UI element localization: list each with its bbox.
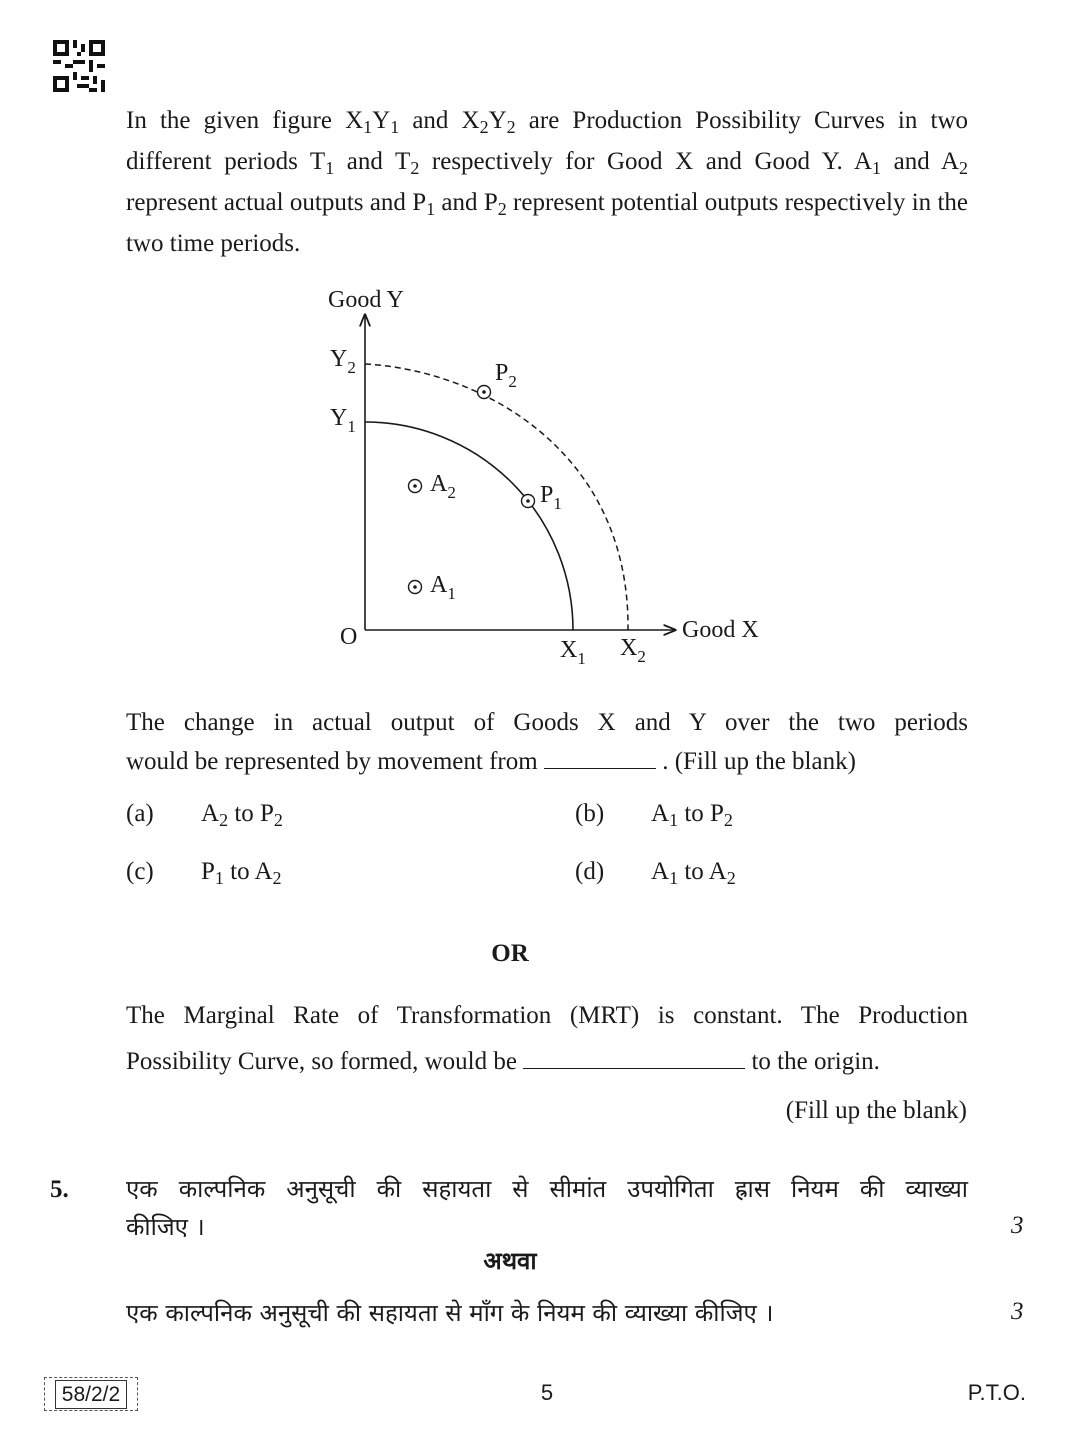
point-p1-marker bbox=[522, 495, 535, 508]
question-text: The change in actual output of Goods X and Y over the two periods bbox=[126, 709, 968, 736]
point-a2-marker bbox=[409, 480, 422, 493]
question-5-line2: कीजिए । bbox=[126, 1213, 205, 1241]
y1-label: $Y_1$ bbox=[330, 405, 356, 436]
ppc-curve-2 bbox=[365, 364, 628, 630]
option-c-text: $P_1$ to $A_2$ bbox=[201, 858, 282, 889]
p2-label: $P_2$ bbox=[495, 360, 517, 391]
point-a1-marker bbox=[409, 581, 422, 594]
x1-label: $X_1$ bbox=[560, 637, 586, 668]
option-c: (c) bbox=[126, 858, 154, 885]
alt-answer-blank bbox=[523, 1046, 745, 1069]
qr-code-icon bbox=[53, 40, 105, 92]
a2-label: $A_2$ bbox=[430, 471, 456, 502]
question-5-line1: एक काल्पनिक अनुसूची की सहायता से सीमांत उपयोगिता ह्रास नियम की व्याख्या bbox=[126, 1175, 968, 1203]
or-separator: OR bbox=[491, 940, 529, 967]
option-d-text: $A_1$ to $A_2$ bbox=[651, 858, 736, 889]
question-text-line2: would be represented by movement from . (Fill up the blank) bbox=[126, 748, 856, 775]
option-b-text: $A_1$ to $P_2$ bbox=[651, 800, 733, 831]
page-number: 5 bbox=[540, 1380, 554, 1405]
y-axis-label: Good Y bbox=[328, 287, 404, 313]
question-5-number: 5. bbox=[50, 1176, 69, 1203]
alt-question-line1: The Marginal Rate of Transformation (MRT) is constant. The Production bbox=[126, 1002, 968, 1029]
paper-code: 58/2/2 bbox=[55, 1380, 127, 1409]
question-5-marks: 3 bbox=[1011, 1212, 1024, 1239]
answer-blank bbox=[544, 746, 656, 769]
p1-label: $P_1$ bbox=[540, 482, 562, 513]
alt-question-line2: Possibility Curve, so formed, would be to the origin. bbox=[126, 1048, 880, 1075]
alt-question-note: (Fill up the blank) bbox=[785, 1097, 967, 1124]
question-5-alt: एक काल्पनिक अनुसूची की सहायता से माँग के नियम की व्याख्या कीजिए । bbox=[126, 1299, 774, 1327]
pto-label: P.T.O. bbox=[967, 1380, 1026, 1405]
option-b: (b) bbox=[575, 800, 605, 827]
question-5-or: अथवा bbox=[483, 1247, 537, 1275]
option-d: (d) bbox=[575, 858, 605, 885]
y2-label: $Y_2$ bbox=[330, 346, 356, 377]
x-axis-label: Good X bbox=[682, 617, 759, 643]
option-a: (a) bbox=[126, 800, 154, 827]
question-5-alt-marks: 3 bbox=[1011, 1298, 1024, 1325]
point-p2-marker bbox=[478, 386, 491, 399]
ppc-figure bbox=[300, 280, 780, 680]
a1-label: $A_1$ bbox=[430, 572, 456, 603]
x2-label: $X_2$ bbox=[620, 635, 646, 666]
origin-label: O bbox=[340, 624, 358, 650]
option-a-text: $A_2$ to $P_2$ bbox=[201, 800, 283, 831]
question-intro: In the given figure $X_1Y_1$ and $X_2Y_2$ are Production Possibility Curves in two different periods $T_1$ and $T_2$ respectively for Good X and Good Y. $A_1$ and $A_2$ represent actual outputs and $P_1$ and $P_2$ represent potential outputs respectively in the two time periods. bbox=[126, 107, 969, 257]
ppc-curve-1 bbox=[365, 422, 573, 630]
